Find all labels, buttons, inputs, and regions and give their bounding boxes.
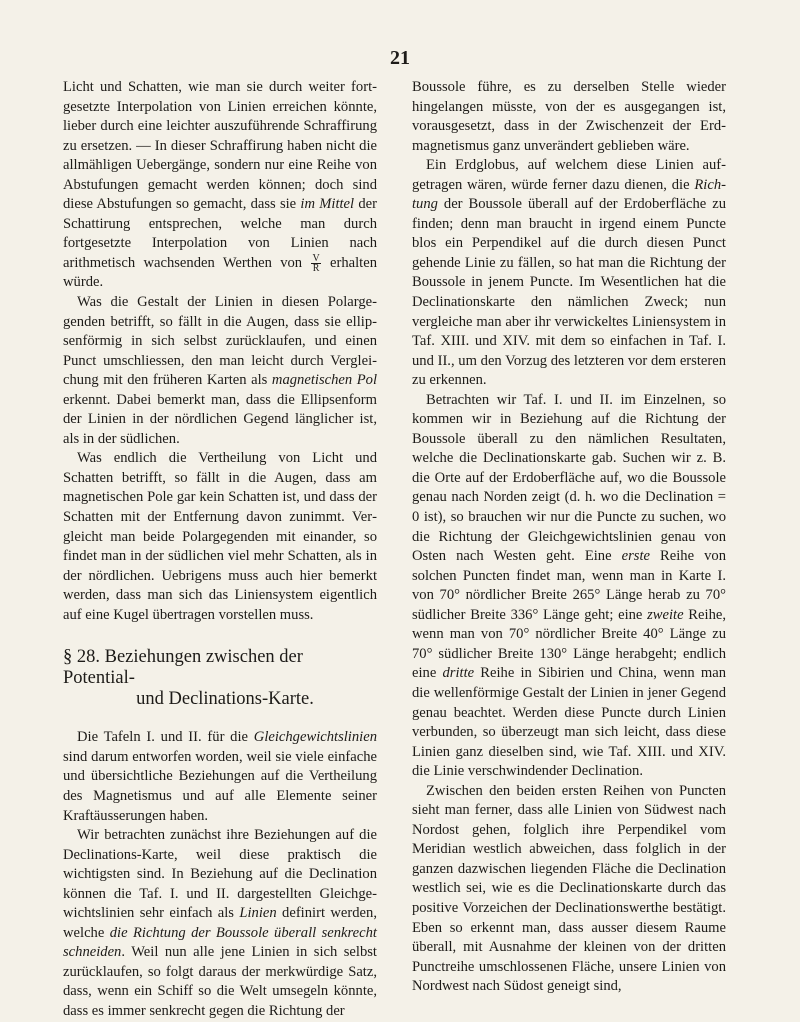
paragraph: Was endlich die Vertheilung von Licht und Schatten betrifft, so fällt in die Augen, dass am magnetischen Pole gar kein Schatten ist, und dass der Schatten mit der Entfernung davon zunimmt. Vergleicht man beide Polargegenden mit einander, so findet man in der südlichen viel mehr Schatten, als in der nördlichen. Uebrigens muss auch hier bemerkt werden, dass man sich das Liniensystem eigentlich auf eine Kugel übertragen vorstellen muss. — [63, 450, 377, 623]
paragraph: Boussole führe, es zu derselben Stelle wieder hingelangen müsste, von der es ausgegangen ist, vorausgesetzt, dass in der Zwischenzeit der Erdmagnetismus ganz unverändert geblieben wäre. — [412, 79, 726, 154]
emphasis: erste — [621, 548, 650, 565]
emphasis: magnetischen Pol — [271, 372, 377, 389]
left-column — [63, 78, 377, 1022]
emphasis: Richtung — [412, 176, 726, 213]
emphasis: dritte — [442, 665, 475, 682]
paragraph: Was die Gestalt der Linien in diesen Polargegenden betrifft, so fällt in die Augen, dass sie ellipsenförmig in sich selbst zurücklaufen, und einen Punct umschliessen, den man leicht durch Vergleichung mit den früheren Karten als magnetischen Pol erkennt. Dabei bemerkt man, dass die Ellipsenform der Linien in der nördlichen Gegend länglicher ist, als in der südlichen. — [63, 294, 377, 447]
paragraph: Wir betrachten zunächst ihre Beziehungen auf die Declinations-Karte, weil diese praktisch die wichtigsten sind. In Beziehung auf die Declination können die Taf. I. und II. dargestellten Gleichgewichtslinien sehr einfach als Linien definirt werden, welche die Richtung der Boussole überall senkrecht schneiden. Weil nun alle jene Linien in sich selbst zurücklaufen, so folgt daraus der merkwürdige Satz, dass, wenn ein Schiff so die Welt umsegeln könnte, dass es immer senkrecht gegen die Richtung der — [63, 827, 377, 1019]
paragraph: Zwischen den beiden ersten Reihen von Puncten sieht man ferner, dass alle Linien von Südwest nach Nordost gehen, folglich ihre Perpendikel vom Meridian westlich abweichen, dass folglich in der ganzen dazwischen liegenden Fläche die Declination westlich sei, wie es die Declinationskarte durch das positive Vorzeichen der Declinationswerthe bestätigt. Eben so erkennt man, dass ausser diesem Raume überall, mit Ausnahme der kleinen von der dritten Punctreihe umschlossenen Fläche, unsere Linien von Nordwest nach Südost geneigt sind, — [412, 782, 726, 995]
paragraph: Betrachten wir Taf. I. und II. im Einzelnen, so kommen wir in Beziehung auf die Richtung der Boussole überall zu den nämlichen Resultaten, welche die Declinationskarte gab. Suchen wir z. B. die Orte auf der Erdoberfläche auf, wo die Boussole genau nach Norden zeigt (d. h. wo die Declination = 0 ist), so brauchen wir nur die Puncte zu suchen, wo die Richtung der Gleichgewichtslinien genau von Osten nach Westen geht. Eine erste Reihe von solchen Puncten findet man, wenn man in Karte I. von 70° nördlicher Breite 265° Länge herab zu 70° südlicher Breite 336° Länge geht; eine zweite Reihe, wenn man von 70° nördlicher Breite 40° Länge zu 70° südlicher Breite 130° Länge herabgeht; endlich eine dritte Reihe in Sibirien und China, wenn man die wellenförmige Gestalt der Linien in jener Gegend genau beachtet. Werden diese Puncte durch Linien verbunden, so überzeugt man sich leicht, dass diese Linien ganz dieselben sind, wie Taf. XIII. und XIV. die Linie verschwindender Declination. — [412, 391, 727, 780]
emphasis: im Mittel — [300, 196, 355, 213]
emphasis: Linien — [239, 905, 277, 922]
right-column — [412, 78, 726, 997]
emphasis: die Richtung der Boussole überall senkrecht schneiden — [63, 924, 377, 961]
fraction: $\frac{V}{R}$ — [312, 253, 320, 275]
page-number: 21 — [390, 47, 410, 69]
paragraph: Ein Erdglobus, auf welchem diese Linien aufgetragen wären, würde ferner dazu dienen, die Richtung der Boussole überall auf der Erdoberfläche zu finden; denn man braucht in irgend einem Puncte blos ein Perpendikel auf die durch diesen Punct gehende Linie zu fällen, so hat man die Richtung der Boussole in jenem Puncte. Im Wesentlichen hat die Declinationskarte den nämlichen Zweck; nun vergleiche man aber ihr verwickeltes Liniensystem in Taf. XIII. und XIV. mit dem so einfachen in Taf. I. und II., um den Vorzug des letzteren vor dem ersteren zu erkennen. — [412, 157, 726, 389]
paragraph: Licht und Schatten, wie man sie durch weiter fortgesetzte Interpolation von Linien erreichen könnte, lieber durch eine leichter auszuführende Schraffirung zu ersetzen. — In dieser Schraffirung haben nicht die allmähligen Uebergänge, sondern nur eine Reihe von Abstufungen gemacht werden können; doch sind diese Abstufungen so gemacht, dass sie im Mittel der Schattirung entsprechen, welche man durch fortgesetzte Interpolation von Linien nach arithmetisch wachsenden Werthen von $\frac{V}{R}$ erhalten würde. — [63, 79, 377, 291]
section-heading: § 28. Beziehungen zwischen der Potential- und Declinations-Karte. — [63, 647, 314, 710]
emphasis: zweite — [647, 606, 684, 623]
paragraph: Die Tafeln I. und II. für die Gleichgewichtslinien sind darum entworfen worden, weil sie viele einfache und übersichtliche Beziehungen auf die Vertheilung des Magnetismus und auf alle Elemente seiner Kraftäusserungen haben. — [63, 729, 377, 824]
emphasis: Gleichgewichtslinien — [253, 729, 377, 746]
